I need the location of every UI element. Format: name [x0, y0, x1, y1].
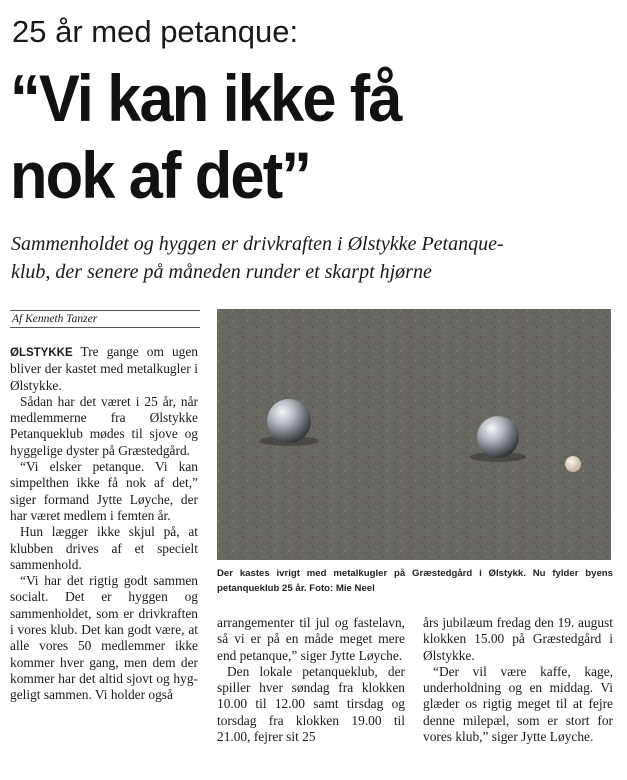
jack-ball	[565, 456, 581, 472]
article-deck	[11, 230, 621, 286]
article-headline	[10, 60, 577, 214]
byline: Af Kenneth Tanzer	[10, 310, 200, 328]
paragraph: “Der vil være kaffe, kage, underholdning og en middag. Vi glæder os rigtig meget til at fejre denne milepæl, som er stort for vores klub,” siger Jytte Løyche.	[423, 663, 613, 745]
paragraph: Hun lægger ikke skjul på, at klubben drives af et specielt sammenhold.	[10, 524, 198, 572]
paragraph: ØLSTYKKE Tre gange om ugen bliver der kastet med metalkugler i Ølstykke.	[10, 344, 198, 393]
petanque-ball-left	[267, 399, 311, 443]
paragraph: “Vi har det rigtig godt sammen socialt. Det er hyggen og sammenholdet, som er drivkraften i vores klub. Det kan godt være, at alle vores 50 medlemmer ikke kommer hver gang, men dem der kommer har det altid sjovt og hyggeligt sammen. Vi holder også	[10, 573, 198, 703]
headline-line-1: “Vi kan ikke få	[10, 61, 401, 135]
article-kicker: 25 år med petanque:	[12, 14, 299, 49]
petanque-ball-right	[477, 416, 519, 458]
photo-caption: Der kastes ivrigt med metalkugler på Græstedgård i Ølstykk. Nu fylder byens petanqueklub 25 år. Foto: Mie Neel	[217, 568, 613, 594]
paragraph: “Vi elsker petanque. Vi kan simpelthen ikke få nok af det,” siger formand Jytte Løyche, der har været medlem i femten år.	[10, 459, 198, 523]
article-column-3	[423, 615, 613, 745]
headline-line-2: nok af det”	[10, 138, 311, 212]
paragraph: Sådan har det været i 25 år, når medlemmerne fra Ølstykke Petanqueklub mødes til sjove og hyggelige dyster på Græstedgård.	[10, 393, 198, 458]
paragraph: Den lokale petanqueklub, der spiller hver søndag fra klokken 10.00 til 12.00 samt tirsdag og torsdag fra klokken 19.00 til 21.00, fejrer sit 25	[217, 663, 405, 745]
deck-line-1: Sammenholdet og hyggen er drivkraften i Ølstykke Petanque-	[11, 233, 504, 255]
dateline: ØLSTYKKE	[10, 347, 73, 359]
article-column-1	[10, 344, 198, 704]
paragraph: arrangementer til jul og fastelavn, så vi er på en måde meget mere end petanque,” siger Jytte Løyche.	[217, 615, 405, 663]
article-photo	[217, 309, 611, 560]
paragraph: års jubilæum fredag den 19. august klokken 15.00 på Græstedgård i Ølstykke.	[423, 615, 613, 663]
deck-line-2: klub, der senere på måneden runder et skarpt hjørne	[11, 261, 432, 283]
article-column-2	[217, 615, 405, 745]
